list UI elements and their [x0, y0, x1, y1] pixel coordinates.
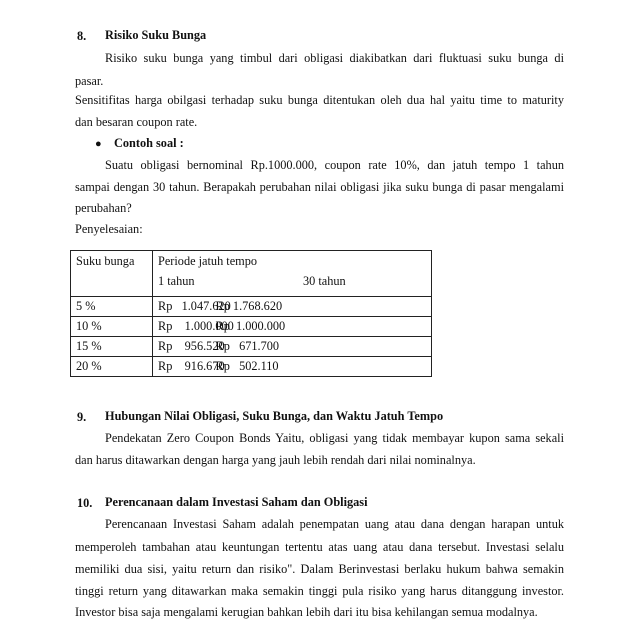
example-line-2: sampai dengan 30 tahun. Berapakah perubahan nilai obligasi jika suku bunga di pasar mengalami: [75, 180, 564, 194]
section-10-number: 10.: [77, 496, 93, 510]
header-maturity-period: [153, 251, 432, 297]
solution-label: Penyelesaian:: [75, 222, 143, 236]
section-9-line-2: dan harus ditawarkan dengan harga yang jauh lebih rendah dari nilai nominalnya.: [75, 453, 476, 467]
section-9-line-1: Pendekatan Zero Coupon Bonds Yaitu, obligasi yang tidak membayar kupon sama sekali: [105, 431, 564, 445]
section-10-line-2: memperoleh tambahan atau keuntungan tertentu atas uang atau dana tersebut. Investasi selalu: [75, 540, 564, 554]
example-line-3: perubahan?: [75, 201, 132, 215]
section-10-title: Perencanaan dalam Investasi Saham dan Obligasi: [105, 495, 368, 509]
value-1-year: Rp 1.047.620: [158, 299, 231, 313]
table-row: [71, 337, 432, 357]
header-1-year: 1 tahun: [158, 274, 195, 288]
section-10-line-5: Investor bisa saja mengalami kerugian bahkan lebih dari itu bisa kehilangan semua modalnya.: [75, 605, 538, 619]
section-8-paragraph-2-line-2: dan besaran coupon rate.: [75, 115, 198, 129]
header-maturity-label: Periode jatuh tempo: [158, 254, 258, 268]
value-30-years: Rp 671.700: [215, 339, 280, 353]
table-row: [71, 317, 432, 337]
table-row: [71, 357, 432, 377]
value-30-years: Rp 1.768.620: [215, 299, 283, 313]
table-row: [71, 297, 432, 317]
value-30-years: Rp 1.000.000: [215, 319, 286, 333]
rate-cell: 20 %: [71, 357, 153, 377]
section-8-number: 8.: [77, 29, 87, 43]
section-9-number: 9.: [77, 410, 87, 424]
bullet-dot-icon: ●: [95, 138, 102, 150]
value-1-year: Rp 916.670: [158, 359, 225, 373]
rate-cell: 15 %: [71, 337, 153, 357]
section-8-paragraph-1-line-1: Risiko suku bunga yang timbul dari obligasi diakibatkan dari fluktuasi suku bunga di: [105, 51, 564, 65]
value-1-year: Rp 956.520: [158, 339, 225, 353]
header-30-years: 30 tahun: [303, 274, 346, 288]
section-9-title: Hubungan Nilai Obligasi, Suku Bunga, dan Waktu Jatuh Tempo: [105, 409, 444, 423]
table-header-row: [71, 251, 432, 297]
section-8-paragraph-1-line-2: pasar.: [75, 74, 104, 88]
example-line-1: Suatu obligasi bernominal Rp.1000.000, coupon rate 10%, dan jatuh tempo 1 tahun: [105, 158, 564, 172]
value-30-years: Rp 502.110: [215, 359, 279, 373]
bond-value-table: [70, 250, 432, 377]
rate-cell: 5 %: [71, 297, 153, 317]
rate-cell: 10 %: [71, 317, 153, 337]
example-label: Contoh soal :: [114, 136, 184, 150]
section-10-line-4: tinggi return yang ditawarkan maka semakin tinggi pula risiko yang harus ditanggung investor.: [75, 584, 564, 598]
section-8-paragraph-2-line-1: Sensitifitas harga obilgasi terhadap suku bunga ditentukan oleh dua hal yaitu time to maturity: [75, 93, 564, 107]
section-10-line-3: memiliki dua sisi, yaitu return dan risiko". Dalam Berinvestasi berlaku hukum bahwa semakin: [75, 562, 564, 576]
section-8-title: Risiko Suku Bunga: [105, 28, 207, 42]
value-1-year: Rp 1.000.000: [158, 319, 234, 333]
section-10-line-1: Perencanaan Investasi Saham adalah penempatan uang atau dana dengan harapan untuk: [105, 517, 564, 531]
header-interest-rate: Suku bunga: [71, 251, 153, 297]
